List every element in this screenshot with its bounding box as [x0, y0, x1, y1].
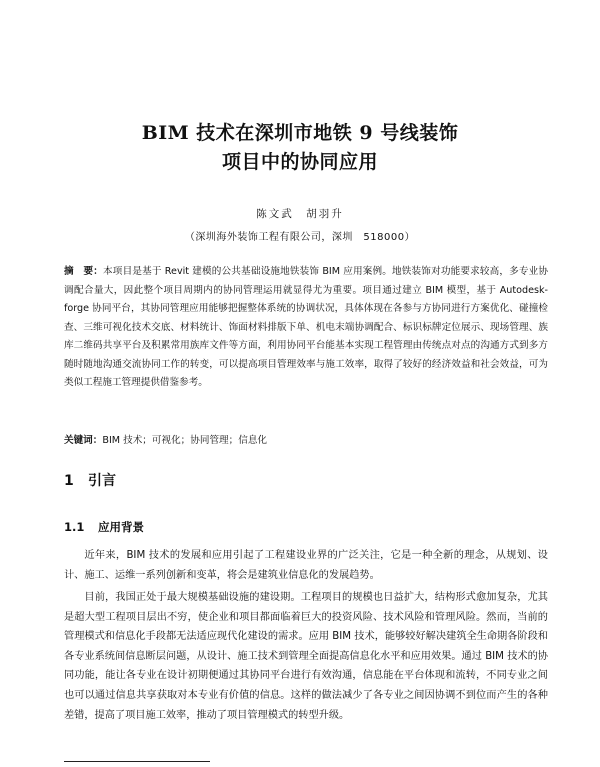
abstract-label: 摘 要：: [64, 266, 104, 277]
authors: 陈文武 胡羽升: [256, 208, 344, 220]
keywords-text: BIM 技术；可视化；协同管理；信息化: [102, 435, 268, 446]
section-number: 1: [64, 473, 74, 489]
abstract: [64, 263, 548, 393]
keywords: [64, 432, 548, 450]
affiliation: （深圳海外装饰工程有限公司，深圳 518000）: [184, 232, 416, 243]
footnote-divider: [64, 761, 210, 762]
paper-title-line2: 项目中的协同应用: [221, 151, 378, 173]
subsection-heading-1-1: [64, 519, 144, 535]
body-paragraph-2: 目前，我国正处于最大规模基础设施的建设期。工程项目的规模也日益扩大，结构形式愈加复杂，尤其是超大型工程项目层出不穷，使企业和项目都面临着巨大的投资风险、技术风险和管理风险。然而，当前的管理模式和信息化手段都无法适应现代化建设的需求。应用 BIM 技术，能够较好解决建筑全生命期各阶段和各专业系统间信息断层问题，从设计、施工技术到管理全面提高信息化水平和应用效果。通过 BIM 技术的协同功能，能让各专业在设计初期便通过其协同平台进行有效沟通，信息能在平台体现和流转，不同专业之间也可以通过信息共享获取对本专业有价值的信息。这样的做法减少了各专业之间因协调不到位而产生的各种差错，提高了项目施工效率，推动了项目管理模式的转型升级。: [64, 592, 548, 721]
abstract-text: 本项目是基于 Revit 建模的公共基础设施地铁装饰 BIM 应用案例。地铁装饰对功能要求较高，多专业协调配合量大，因此整个项目周期内的协同管理运用就显得尤为重要。项目通过建立 BIM 模型，基于 Autodesk-forge 协同平台，其协同管理应用能够把握整体系统的协调状况，具体体现在各参与方协同进行方案优化、碰撞检查、三维可视化技术交底、材料统计、饰面材料排版下单、机电末端协调配合、标识标牌定位展示、现场管理、族库二维码共享平台及积累常用族库文件等方面，利用协同平台能基本实现工程管理由传统点对点的沟通方式到多方随时随地沟通交流协同工作的转变，可以提高项目管理效率与施工效率，取得了较好的经济效益和社会效益，可为类似工程施工管理提供借鉴参考。: [64, 266, 549, 388]
section-heading-1: [64, 470, 116, 490]
paper-title-line1: BIM 技术在深圳市地铁 9 号线装饰: [141, 122, 459, 144]
keywords-label: 关键词：: [64, 435, 103, 446]
section-title: 引言: [88, 473, 116, 489]
subsection-title: 应用背景: [98, 520, 144, 534]
subsection-number: 1.1: [64, 520, 85, 534]
body-paragraph-1: 近年来，BIM 技术的发展和应用引起了工程建设业界的广泛关注，它是一种全新的理念，从规划、设计、施工、运维一系列创新和变革，将会是建筑业信息化的发展趋势。: [64, 550, 548, 581]
